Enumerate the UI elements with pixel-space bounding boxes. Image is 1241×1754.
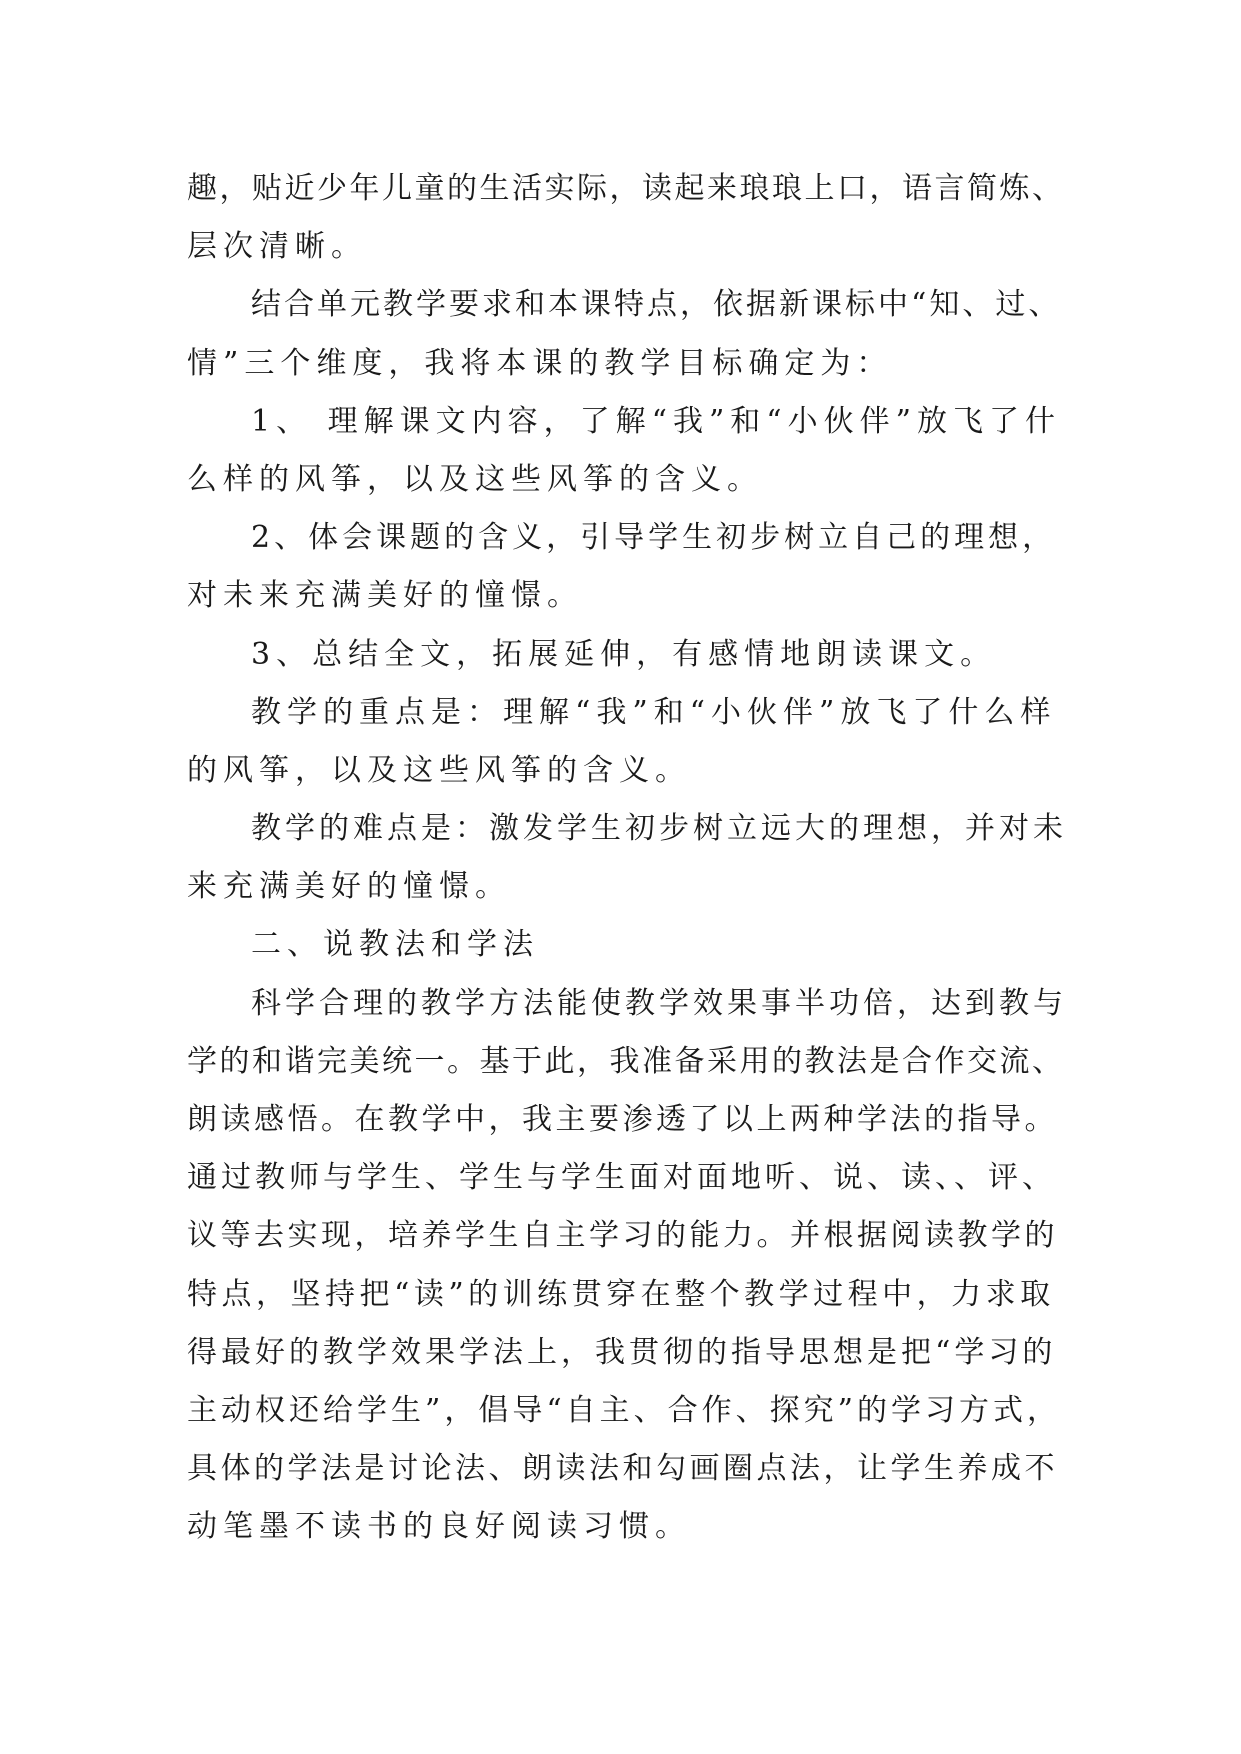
text-line: 主动权还给学生”，倡导“自主、合作、探究”的学习方式， xyxy=(187,1392,1062,1428)
body-text xyxy=(187,160,1067,1557)
text-line: 么样的风筝，以及这些风筝的含义。 xyxy=(187,461,763,497)
section-heading: 二、说教法和学法 xyxy=(251,927,539,963)
text-line: 趣，贴近少年儿童的生活实际，读起来琅琅上口，语言简炼、 xyxy=(187,171,1065,206)
text-line: 3、总结全文，拓展延伸，有感情地朗读课文。 xyxy=(251,636,997,672)
text-line: 议等去实现，培养学生自主学习的能力。并根据阅读教学的 xyxy=(187,1218,1058,1254)
text-line: 朗读感悟。在教学中，我主要渗透了以上两种学法的指导。 xyxy=(187,1102,1058,1137)
text-line: 情”三个维度，我将本课的教学目标确定为： xyxy=(187,345,893,381)
text-line: 2、体会课题的含义，引导学生初步树立自己的理想， xyxy=(251,520,1057,556)
text-line: 教学的重点是：理解“我”和“小伙伴”放飞了什么样 xyxy=(251,694,1057,730)
text-line: 层次清晰。 xyxy=(187,229,367,265)
text-line: 得最好的教学效果学法上，我贯彻的指导思想是把“学习的 xyxy=(187,1334,1057,1370)
text-line: 具体的学法是讨论法、朗读法和勾画圈点法，让学生养成不 xyxy=(187,1451,1058,1487)
text-line: 对未来充满美好的憧憬。 xyxy=(187,578,583,614)
text-line: 的风筝，以及这些风筝的含义。 xyxy=(187,752,691,788)
text-line: 科学合理的教学方法能使教学效果事半功倍，达到教与 xyxy=(251,985,1067,1021)
text-line: 1、 理解课文内容，了解“我”和“小伙伴”放飞了什 xyxy=(251,403,1061,439)
text-line: 动笔墨不读书的良好阅读习惯。 xyxy=(187,1509,691,1545)
text-line: 结合单元教学要求和本课特点，依据新课标中“知、过、 xyxy=(251,287,1062,323)
text-line: 特点，坚持把“读”的训练贯穿在整个教学过程中，力求取 xyxy=(187,1276,1055,1312)
text-line: 来充满美好的憧憬。 xyxy=(187,869,511,905)
text-line: 学的和谐完美统一。基于此，我准备采用的教法是合作交流、 xyxy=(187,1043,1065,1079)
text-line: 通过教师与学生、学生与学生面对面地听、说、读、、评、 xyxy=(187,1160,1056,1196)
text-line: 教学的难点是：激发学生初步树立远大的理想，并对未 xyxy=(251,811,1067,847)
